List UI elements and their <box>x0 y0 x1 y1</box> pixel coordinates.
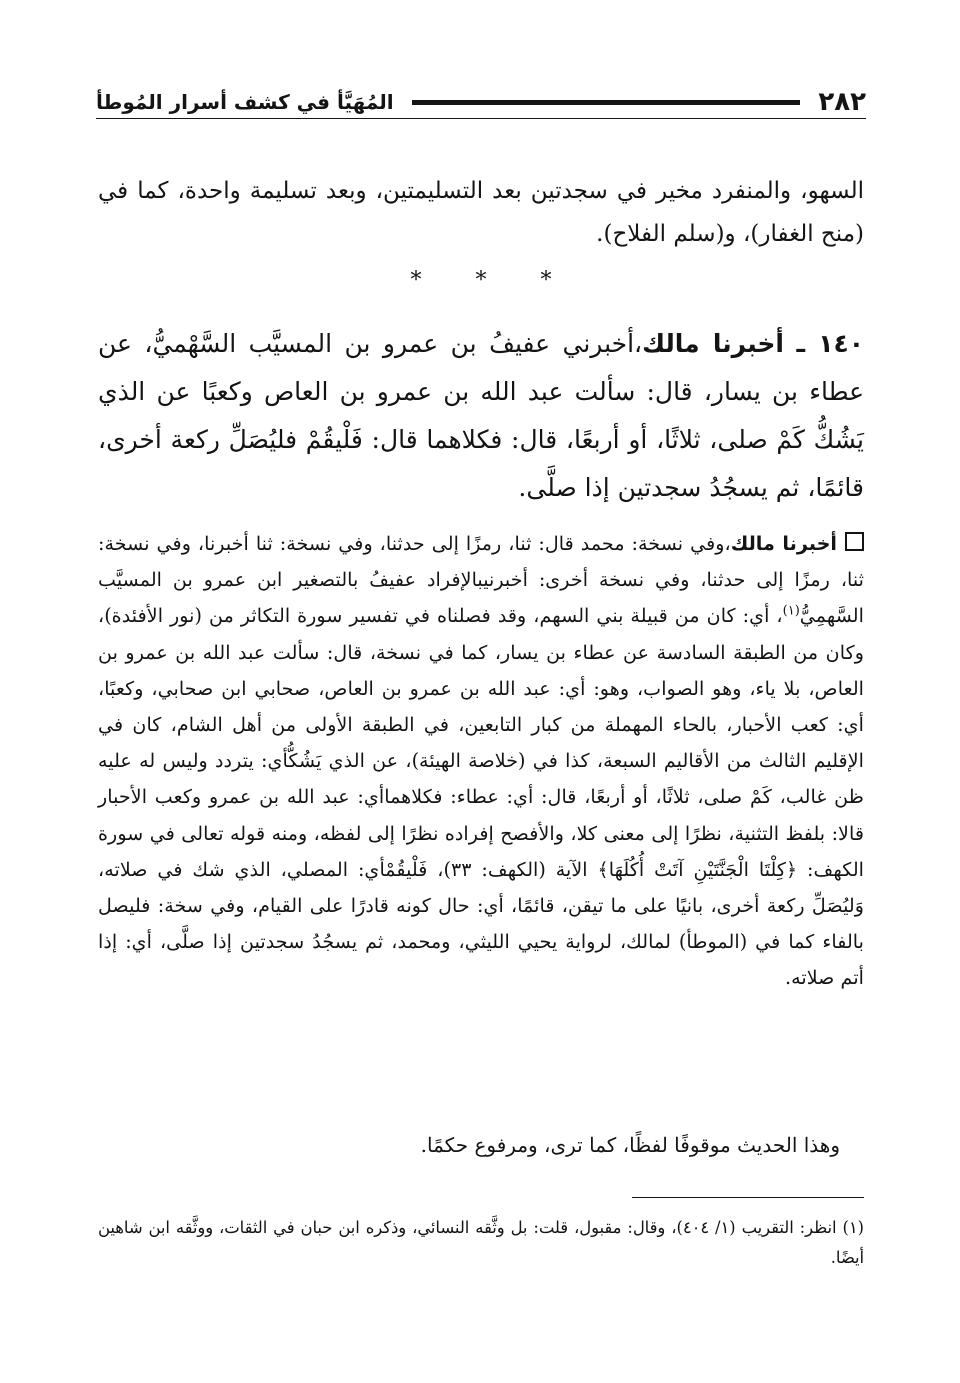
hadith-number: ١٤٠ ـ <box>796 329 865 358</box>
separator-star: * <box>410 268 422 293</box>
header-underline <box>96 118 866 119</box>
commentary-narrator: أخبرنا مالك <box>730 532 838 555</box>
footnote-marker: (١) <box>842 1218 864 1237</box>
commentary-paragraph <box>98 526 864 997</box>
header-rule <box>412 100 801 105</box>
footnote-reference[interactable]: (١) <box>782 604 800 620</box>
footnote-text: انظر: التقريب (١/ ٤٠٤)، وقال: مقبول، قلت: بل وثَّقه النسائي، وذكره ابن حبان في الثقات، ووثَّقه ابن شاهين أيضًا. <box>98 1218 864 1267</box>
separator-star: * <box>475 268 487 293</box>
square-bullet-icon <box>845 532 864 551</box>
paragraph-continuation: السهو، والمنفرد مخير في سجدتين بعد التسليمتين، وبعد تسليمة واحدة، كما في (منح الغفار)، و(سلم الفلاح). <box>98 178 864 247</box>
page-header <box>96 82 866 122</box>
hadith-text: ،أخبرني عفيفُ بن عمرو بن المسيَّب السَّهْميُّ، عن عطاء بن يسار، قال: سألت عبد الله بن عمرو بن العاص وكعبًا عن الذي يَشُكُّ كَمْ صلى، ثلاثًا، أو أربعًا، قال: فكلاهما قال: فَلْيقُمْ فليُصَلِّ ركعة أخرى، قائمًا، ثم يسجُدُ سجدتين إذا صلَّى. <box>98 329 864 502</box>
commentary-text-after-note: ، أي: كان من قبيلة بني السهم، وقد فصلناه في تفسير سورة التكاثر من (نور الأفئدة)، وكان من الطبقة السادسة عن عطاء بن يسار، كما في نسخة، قال: سألت عبد الله بن عمرو بن العاص، بلا ياء، وهو الصواب، وهو: أي: عبد الله بن عمرو بن العاص، صحابي ابن صحابي، وكعبًا، أي: كعب الأحبار، بالحاء المهملة من كبار التابعين، في الطبقة الأولى من أهل الشام، كان في الإقليم الثالث من الأقاليم السبعة، كذا في (خلاصة الهيئة)، عن الذي يَشُكُّأي: يتردد وليس له عليه ظن غالب، كَمْ صلى، ثلاثًا، أو أربعًا، قال: أي: عطاء: فكلاهماأي: عبد الله بن عمرو وكعب الأحبار قالا: بلفظ التثنية، نظرًا إلى معنى كلا، والأفصح إفراده نظرًا إلى لفظه، ومنه قوله تعالى في سورة الكهف: ﴿كِلْتَا الْجَنَّتَيْنِ آتَتْ أُكُلَهَا﴾ الآية (الكهف: ٣٣)، فَلْيقُمْأي: المصلي، الذي شك في صلاته، وَليُصَلِّ ركعة أخرى، بانيًا على ما تيقن، قائمًا، أي: حال كونه قادرًا على القيام، وفي سخة: فليصل بالفاء كما في (الموطأ) لمالك، لرواية يحيي الليثي، ومحمد، ثم يسجُدُ سجدتين إذا صلَّى، أي: إذا أتم صلاته. <box>98 604 865 990</box>
hadith-paragraph <box>98 320 864 512</box>
page-number: ٢٨٢ <box>818 87 866 117</box>
running-title: المُهَيَّأ في كشف أسرار المُوطأ <box>96 90 394 114</box>
footnote <box>98 1213 864 1273</box>
hadith-narrator: أخبرنا مالك <box>642 329 784 358</box>
separator-star: * <box>540 268 552 293</box>
section-separator <box>98 268 864 298</box>
closing-remark: وهذا الحديث موقوفًا لفظًا، كما ترى، ومرفوع حكمًا. <box>420 1133 840 1157</box>
footnote-rule <box>632 1197 864 1198</box>
commentary-text-before-note: ،وفي نسخة: محمد قال: ثنا، رمزًا إلى حدثنا، وفي نسخة: ثنا أخبرنا، وفي نسخة: ثنا، رمزًا إلى حدثنا، وفي نسخة أخرى: أخبرنيبالإفراد عفيفُ بالتصغير ابن عمرو بن المسيَّب السَّهمِيُّ <box>98 532 864 628</box>
